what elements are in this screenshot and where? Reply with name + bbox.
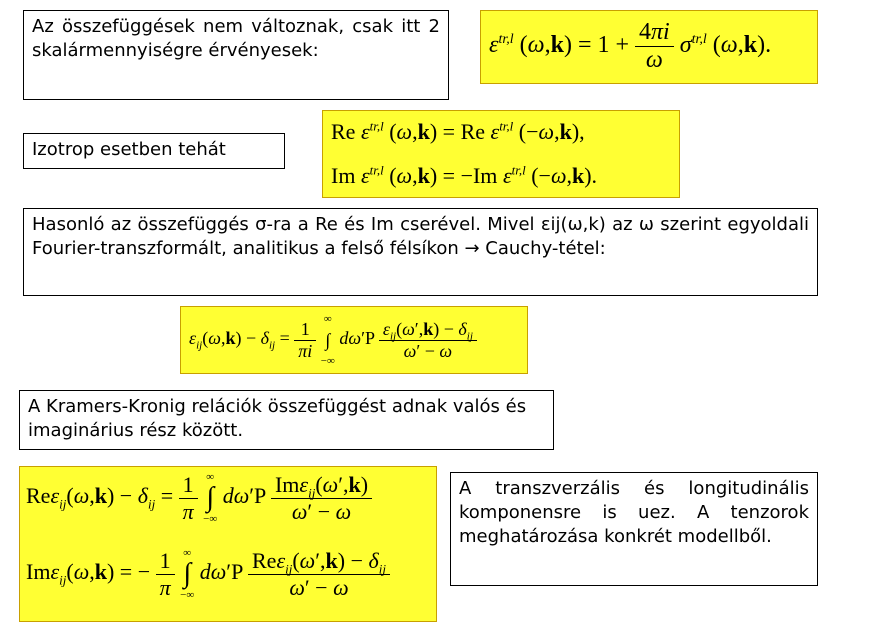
equation-eps-sigma: $\varepsilon^{tr,l}$ (ω,k) = 1 + $\frac{4\pi i}{\omega}$ $\sigma^{tr,l}$ (ω,k). xyxy=(480,10,818,84)
equation-re-im-symmetry: Re $\varepsilon^{tr,l}$ (ω,k) = Re $\varepsilon^{tr,l}$ (−ω,k), Im $\varepsilon^{tr,l}$ (ω,k) = −Im $\varepsilon^{tr,l}$ (−ω,k). xyxy=(322,110,680,198)
cauchy-text: Hasonló az összefüggés σ-ra a Re és Im cserével. Mivel εij(ω,k) az ω szerint egyoldali Fourier-transzformált, analitikus a felső félsíkon → Cauchy-tétel: xyxy=(32,214,809,259)
kramers-kronig-text: A Kramers-Kronig relációk összefüggést adnak valós és imaginárius rész között. xyxy=(28,396,527,441)
components-text: A transzverzális és longitudinális komponensre is uez. A tenzorok meghatározása konkrét modellből. xyxy=(459,478,809,547)
text-box-components xyxy=(450,472,818,586)
text-box-scalar-note xyxy=(23,10,449,100)
text-box-isotropic xyxy=(23,133,285,169)
scalar-note-text: Az összefüggések nem változnak, csak itt 2 skalármennyiségre érvényesek: xyxy=(32,16,440,61)
equation-kramers-kronig: $Re\varepsilon_{ij}(\omega,k) - \delta_{ij}$ = $\frac{1}{\pi}$ ∞ ∫ −∞ dω′P $\frac{Im\varepsilon_{ij}(\omega',k)}{\omega' - \omega}$ Imε$_{ij}$(ω,k) = − $\frac{1}{\pi}$ ∞ ∫ −∞ dω′P $\frac{Re\varepsilon_{ij}(\omega',k) - \delta_{ij}}{\omega' - \omega}$ xyxy=(19,466,437,622)
text-box-cauchy xyxy=(23,208,818,296)
isotropic-text: Izotrop esetben tehát xyxy=(32,139,226,160)
equation-cauchy-integral: $\varepsilon_{ij}(\omega,k) - \delta_{ij}$ = $\frac{1}{\pi i}$ ∞ ∫ −∞ dω′P $\frac{\varepsilon_{ij}(\omega',k) - \delta_{ij}}{\omega' - \omega}$ xyxy=(180,306,528,374)
text-box-kramers-kronig xyxy=(19,390,554,450)
